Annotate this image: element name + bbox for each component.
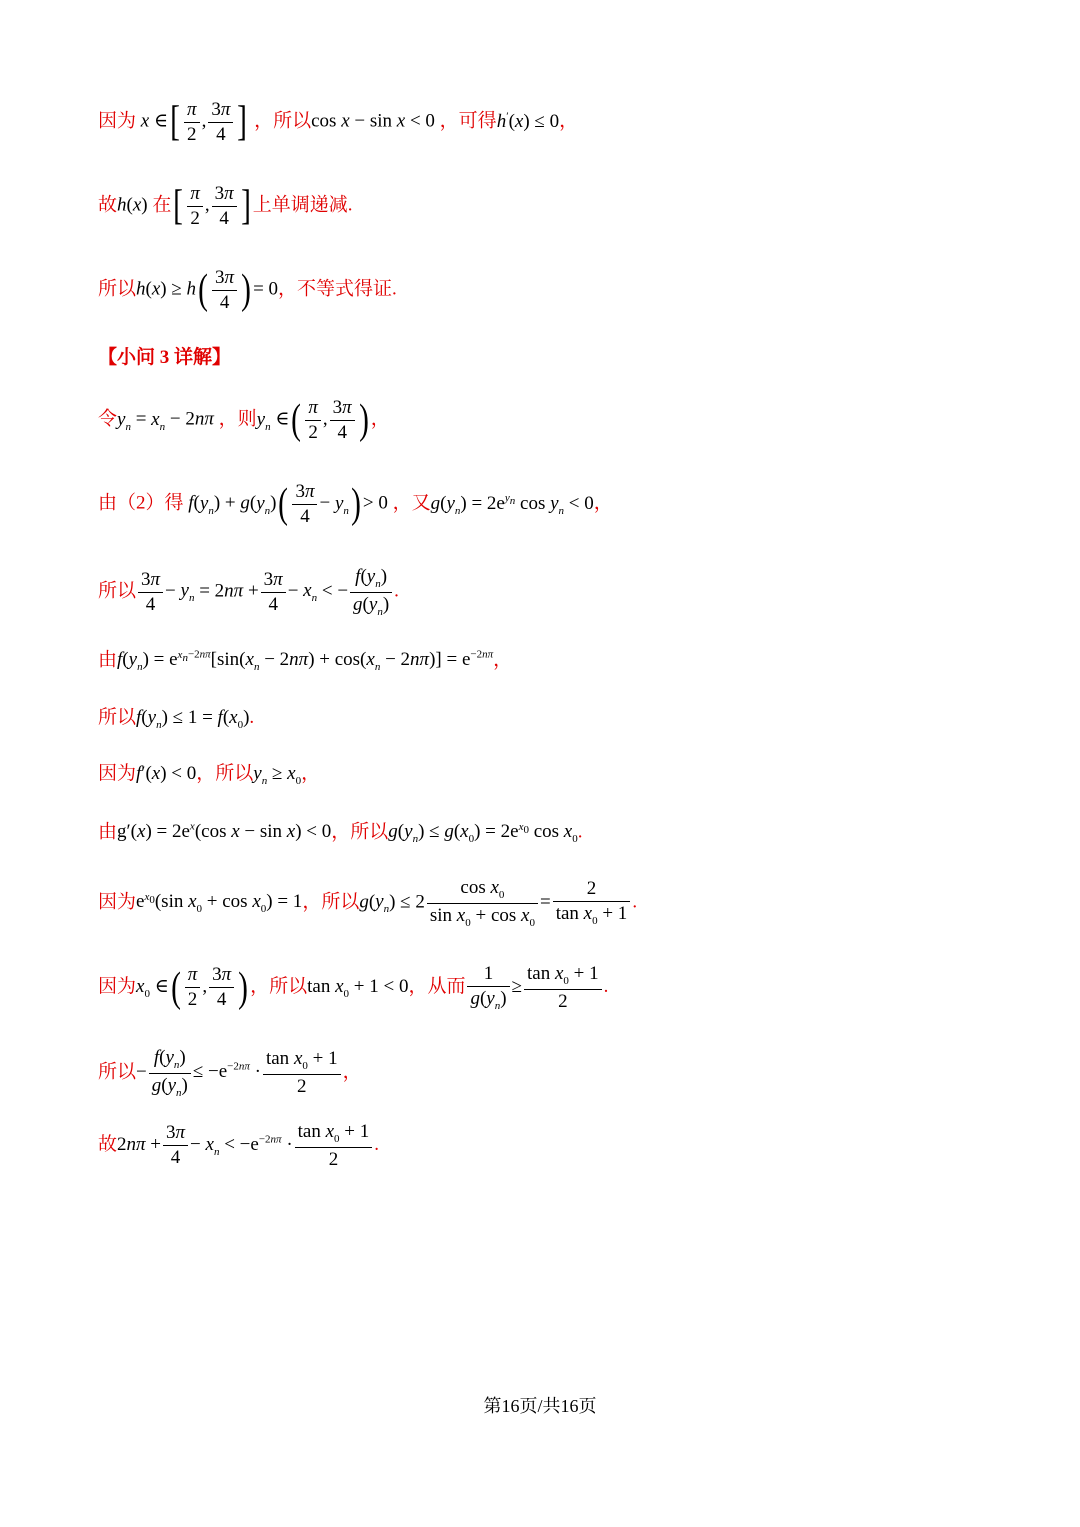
text: 因为 [98, 110, 137, 132]
text: ，所以 [196, 763, 254, 784]
text: ， [593, 492, 613, 514]
text: ，所以 [302, 891, 360, 913]
text: ， [342, 1061, 362, 1083]
section-header: 【小问 3 详解】 [98, 347, 232, 368]
line-4: 令$y_n = x_n - 2n\pi$ ，则$y_n$ ∈( $\frac{\pi}{2}$ , $\frac{3\pi}{4}$ ) ， [98, 397, 390, 444]
text: . [394, 580, 399, 602]
line-10: 由$g'(x) = 2e^x(\cos$ x − sin x) < 0，所以$g(y_n) \le g(x_0) = 2e^{x_0}$ $\cos x_0$. [98, 821, 583, 846]
line-3: 所以h(x) ≥ h( $\frac{3\pi}{4}$ ) = 0，不等式得证. [98, 267, 397, 314]
line-13: 所以− $\frac{f(y_n)}{g(y_n)}$ ≤ $-e^{-2n\pi}$ · $\frac{\tan x_0 + 1}{2}$ ， [98, 1047, 362, 1099]
line-1: 因为 x ∈[ $\frac{\pi}{2}$ , $\frac{3\pi}{4}$ ] ，所以cos x − sin x < 0 ，可得h′(x) ≤ 0， [98, 99, 579, 146]
text: ， [301, 763, 321, 784]
text: ，从而 [408, 976, 466, 998]
text: ，则 [218, 408, 257, 430]
text: . [249, 707, 255, 728]
text: 令 [98, 408, 118, 430]
text: ， [559, 110, 579, 132]
text: 所以 [98, 580, 137, 602]
text: 由（2）得 [98, 492, 184, 514]
text: ，所以 [331, 821, 389, 843]
line-2: 故h(x) 在[ $\frac{\pi}{2}$ , $\frac{3\pi}{4}$ ] 上单调递减. [98, 183, 353, 230]
line-12: 因为$x_0$ ∈( $\frac{\pi}{2}$ , $\frac{3\pi}{4}$ ) ，所以$\tan x_0 + 1 < 0$，从而 $\frac{1}{g(y_n)}$ ≥ $\frac{\tan x_0 + 1}{2}$ . [98, 963, 609, 1012]
line-6: 所以 $\frac{3\pi}{4}$ − $y_n = 2n\pi$ + $\frac{3\pi}{4}$ − $x_n$ < − $\frac{f(y_n)}{g(y_n)}$ . [98, 566, 399, 618]
text: 因为 [98, 891, 137, 913]
text: 由 [98, 821, 118, 843]
text: 上单调递减. [252, 194, 353, 216]
text: . [577, 821, 583, 843]
text: 所以 [98, 707, 137, 728]
text: ，所以 [254, 110, 312, 132]
page-footer: 第16页/共16页 [483, 1396, 597, 1416]
line-11: 因为$e^{x_0}(\sin$ $x_0 + \cos x_0) = 1$，所以$g(y_n) \le 2$ $\frac{\cos x_0}{\sin x_0 + \cos x_0}$ = $\frac{2}{\tan x_0 + 1}$ . [98, 877, 638, 929]
text: 故 [98, 194, 118, 216]
text: . [374, 1134, 380, 1156]
text: 因为 [98, 976, 137, 998]
line-5: 由（2）得 $f(y_n) + g(y_n)$( $\frac{3\pi}{4}$ − $y_n) > 0$ ，又$g(y_n) = 2e^{y_n}$ $\cos y_n < 0$， [98, 481, 613, 528]
line-9: 因为f′(x) < 0，所以$y_n \ge x_0$， [98, 763, 321, 787]
text: 由 [98, 649, 118, 671]
line-7: 由$f(y_n) = e^{x_n-2n\pi}[\sin(x_n - 2n\pi) + \cos(x_n - 2n\pi)] = e^{-2n\pi}$， [98, 649, 513, 674]
text: ， [493, 649, 513, 671]
text: 在 [152, 194, 172, 216]
text: 所以 [98, 278, 137, 300]
text: . [603, 976, 609, 998]
text: 故 [98, 1134, 118, 1156]
line-14: 故2nπ + $\frac{3\pi}{4}$ − $x_n < -e^{-2n\pi}$ · $\frac{\tan x_0 + 1}{2}$ . [98, 1121, 380, 1170]
text: ， [370, 408, 390, 430]
text: ，可得 [439, 110, 497, 132]
text: ，又 [392, 492, 431, 514]
text: 因为 [98, 763, 137, 784]
text: ，所以 [250, 976, 308, 998]
text: 所以 [98, 1061, 137, 1083]
line-8: 所以$f(y_n) \le 1 = f(x_0)$. [98, 707, 255, 731]
text: . [632, 891, 638, 913]
text: ，不等式得证. [278, 278, 397, 300]
